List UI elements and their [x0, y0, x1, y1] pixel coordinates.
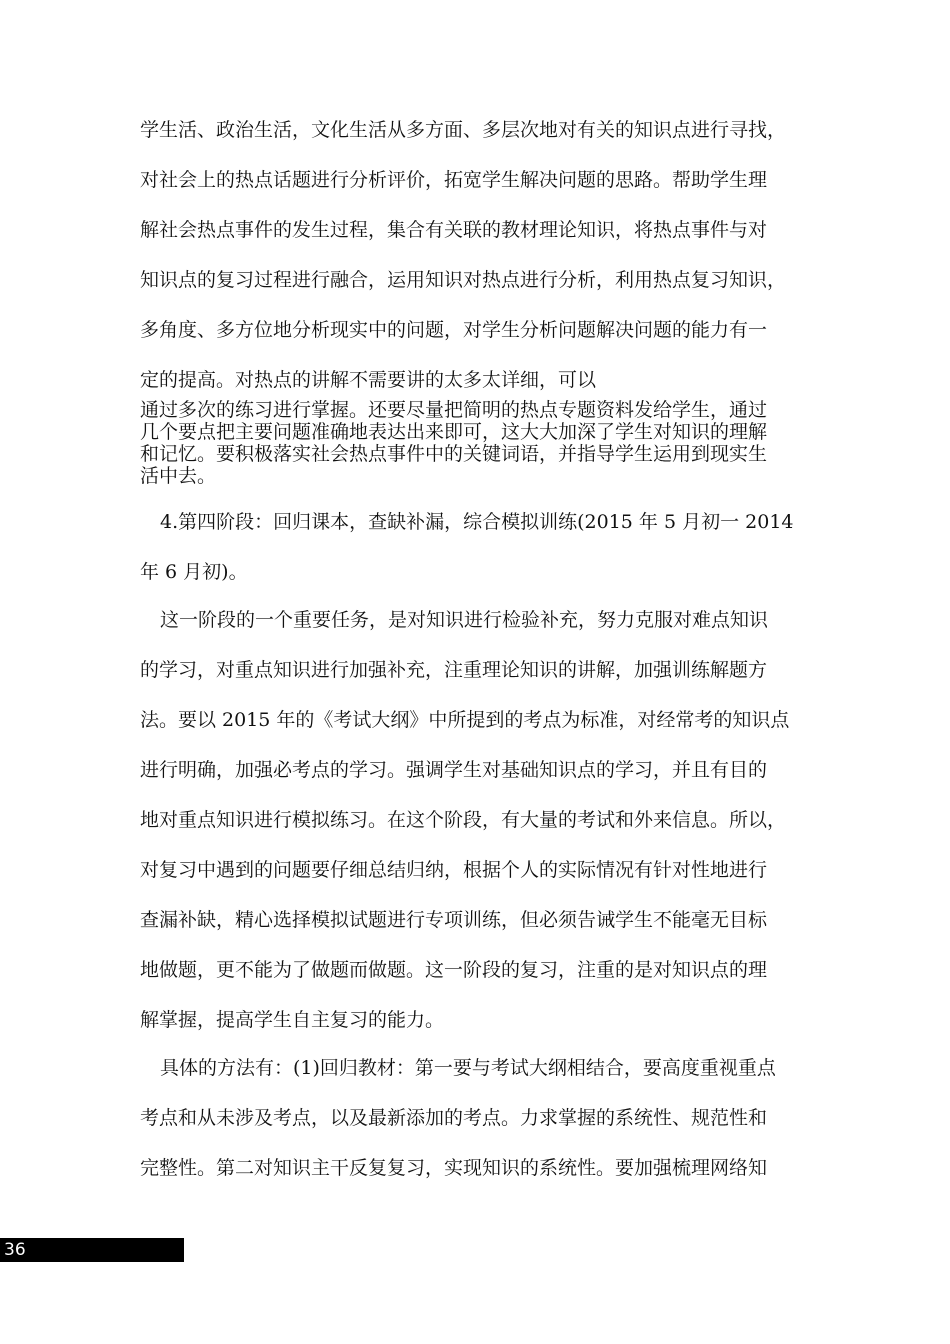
page-number: 36: [4, 1240, 26, 1260]
text-line: 的学习，对重点知识进行加强补充，注重理论知识的讲解，加强训练解题方: [140, 659, 768, 681]
text-line: 定的提高。对热点的讲解不需要讲的太多太详细，可以: [140, 369, 597, 391]
text-line: 地做题，更不能为了做题而做题。这一阶段的复习，注重的是对知识点的理: [140, 959, 768, 981]
text-line: 地对重点知识进行模拟练习。在这个阶段，有大量的考试和外来信息。所以，: [140, 809, 787, 831]
text-line: 解社会热点事件的发生过程，集合有关联的教材理论知识，将热点事件与对: [140, 219, 768, 241]
text-line: 考点和从未涉及考点，以及最新添加的考点。力求掌握的系统性、规范性和: [140, 1107, 768, 1129]
page-number-bar: [0, 1238, 184, 1262]
text-line: 知识点的复习过程进行融合，运用知识对热点进行分析，利用热点复习知识，: [140, 269, 787, 291]
section-heading: 4.第四阶段：回归课本，查缺补漏，综合模拟训练(2015 年 5 月初一 2014: [160, 511, 794, 533]
text-line: 几个要点把主要问题准确地表达出来即可，这大大加深了学生对知识的理解: [140, 421, 768, 443]
text-line: 查漏补缺，精心选择模拟试题进行专项训练，但必须告诫学生不能毫无目标: [140, 909, 768, 931]
text-line: 活中去。: [140, 465, 217, 487]
text-line: 学生活、政治生活，文化生活从多方面、多层次地对有关的知识点进行寻找，: [140, 119, 787, 141]
text-line: 多角度、多方位地分析现实中的问题，对学生分析问题解决问题的能力有一: [140, 319, 768, 341]
text-line: 进行明确，加强必考点的学习。强调学生对基础知识点的学习，并且有目的: [140, 759, 768, 781]
text-line: 和记忆。要积极落实社会热点事件中的关键词语，并指导学生运用到现实生: [140, 443, 768, 465]
text-line: 对复习中遇到的问题要仔细总结归纳，根据个人的实际情况有针对性地进行: [140, 859, 768, 881]
text-line: 这一阶段的一个重要任务，是对知识进行检验补充，努力克服对难点知识: [160, 609, 769, 631]
text-line: 法。要以 2015 年的《考试大纲》中所提到的考点为标准，对经常考的知识点: [140, 709, 790, 731]
section-heading-cont: 年 6 月初)。: [140, 561, 248, 583]
text-line: 完整性。第二对知识主干反复复习，实现知识的系统性。要加强梳理网络知: [140, 1157, 768, 1179]
text-line: 通过多次的练习进行掌握。还要尽量把简明的热点专题资料发给学生，通过: [140, 399, 768, 421]
text-line: 对社会上的热点话题进行分析评价，拓宽学生解决问题的思路。帮助学生理: [140, 169, 768, 191]
text-line: 解掌握，提高学生自主复习的能力。: [140, 1009, 445, 1031]
text-line: 具体的方法有：(1)回归教材：第一要与考试大纲相结合，要高度重视重点: [160, 1057, 776, 1079]
